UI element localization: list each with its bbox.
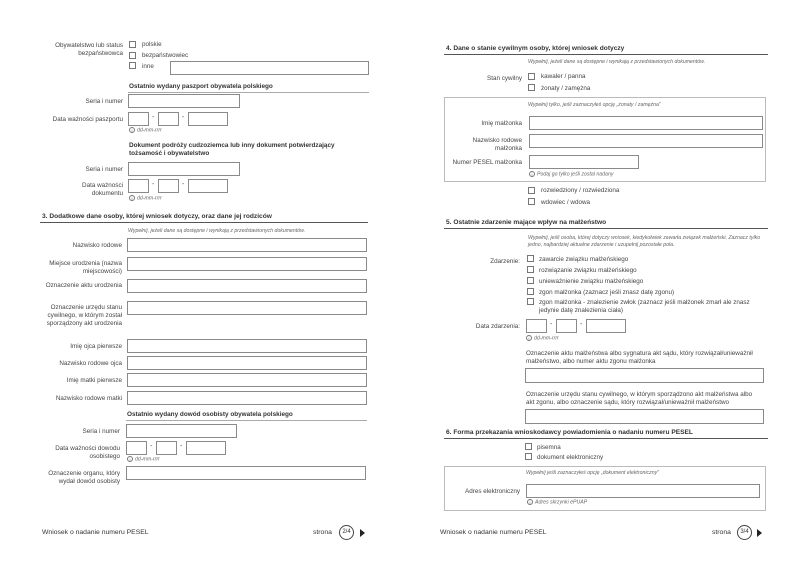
passport-month-input[interactable] bbox=[158, 112, 179, 126]
citizenship-polish-checkbox[interactable] bbox=[129, 41, 136, 48]
mother-name-input[interactable] bbox=[127, 373, 367, 387]
section5-title: 5. Ostatnie zdarzenie mające wpływ na małżeństwo bbox=[446, 219, 607, 226]
event-date-format-text: dd-mm-rrrr bbox=[534, 335, 559, 342]
info-icon: i bbox=[527, 499, 533, 505]
passport-series-label: Seria i numer bbox=[85, 98, 123, 105]
id-card-day-input[interactable] bbox=[126, 441, 147, 455]
spouse-pesel-input[interactable] bbox=[529, 155, 639, 169]
widowed-checkbox[interactable] bbox=[528, 198, 535, 205]
citizenship-stateless-checkbox[interactable] bbox=[129, 52, 136, 59]
travel-doc-date-format bbox=[129, 195, 162, 202]
citizenship-other-input[interactable] bbox=[170, 61, 369, 75]
citizenship-other-checkbox[interactable] bbox=[129, 62, 136, 69]
date-separator: - bbox=[580, 321, 583, 328]
spouse-family-name-input[interactable] bbox=[529, 134, 763, 148]
id-card-validity-label: Data ważności dowodu osobistego bbox=[55, 445, 120, 460]
registry-court-label: Oznaczenie urzędu stanu cywilnego, w którym sporządzono akt małżeństwa albo akt zgonu, albo oznaczenie sądu, który rozwiązał/unieważnił małżeństwo bbox=[526, 391, 753, 406]
id-card-year-input[interactable] bbox=[186, 441, 226, 455]
registry-office-label: Oznaczenie urzędu stanu cywilnego, w którym został sporządzony akt urodzenia bbox=[46, 304, 122, 327]
birthplace-label: Miejsce urodzenia (nazwa miejscowości) bbox=[49, 260, 122, 275]
passport-divider bbox=[128, 92, 369, 93]
event-annulment-checkbox[interactable] bbox=[527, 277, 534, 284]
mother-name-label: Imię matki pierwsze bbox=[66, 377, 122, 384]
section3-title: 3. Dodatkowe dane osoby, której wniosek dotyczy, oraz dane jej rodziców bbox=[42, 213, 272, 220]
mother-family-name-label: Nazwisko rodowe matki bbox=[55, 395, 122, 402]
next-page-arrow-icon[interactable] bbox=[360, 529, 365, 537]
date-separator: - bbox=[182, 114, 185, 121]
notify-paper-label: pisemna bbox=[537, 444, 561, 451]
notify-electronic-label: dokument elektroniczny bbox=[537, 454, 604, 461]
notify-electronic-checkbox[interactable] bbox=[525, 453, 532, 460]
notify-paper-checkbox[interactable] bbox=[525, 443, 532, 450]
travel-doc-series-input[interactable] bbox=[128, 162, 240, 176]
passport-title: Ostatnio wydany paszport obywatela polskiego bbox=[129, 83, 273, 90]
father-family-name-label: Nazwisko rodowe ojca bbox=[59, 360, 122, 367]
spouse-pesel-hint-text: Podaj go tylko jeśli zostal nadany bbox=[537, 171, 614, 178]
right-footer-page-label: strona bbox=[712, 529, 731, 536]
birthplace-input[interactable] bbox=[127, 257, 367, 271]
info-icon: i bbox=[529, 171, 535, 177]
passport-series-input[interactable] bbox=[128, 94, 240, 108]
father-family-name-input[interactable] bbox=[127, 356, 367, 370]
father-name-label: Imię ojca pierwsze bbox=[70, 343, 122, 350]
spouse-pesel-label: Numer PESEL małżonka bbox=[452, 159, 522, 166]
event-body-found-checkbox[interactable] bbox=[527, 298, 534, 305]
event-year-input[interactable] bbox=[586, 319, 626, 333]
id-card-series-label: Seria i numer bbox=[82, 428, 120, 435]
info-icon: i bbox=[526, 335, 532, 341]
next-page-arrow-icon[interactable] bbox=[757, 529, 762, 537]
married-label: żonaty / zamężna bbox=[541, 85, 591, 92]
citizenship-stateless-label: bezpaństwowiec bbox=[142, 52, 189, 59]
right-footer-title: Wniosek o nadanie numeru PESEL bbox=[440, 529, 547, 536]
mother-family-name-input[interactable] bbox=[127, 391, 367, 405]
id-card-date-format bbox=[127, 456, 160, 463]
e-address-hint-text: Adres skrzynki ePUAP bbox=[535, 499, 588, 506]
id-card-date-format-text: dd-mm-rrrr bbox=[135, 456, 160, 463]
family-name-input[interactable] bbox=[127, 238, 367, 252]
right-page-number: 3/4 bbox=[737, 525, 752, 540]
section5-divider bbox=[444, 228, 768, 229]
date-separator: - bbox=[150, 443, 153, 450]
divorced-label: rozwiedziony / rozwiedziona bbox=[541, 187, 620, 194]
left-footer-title: Wniosek o nadanie numeru PESEL bbox=[42, 529, 149, 536]
married-checkbox[interactable] bbox=[528, 84, 535, 91]
left-footer-page-label: strona bbox=[313, 529, 332, 536]
spouse-pesel-hint bbox=[529, 171, 613, 178]
passport-date-format bbox=[129, 127, 162, 134]
travel-doc-month-input[interactable] bbox=[158, 179, 179, 193]
id-card-title: Ostatnio wydany dowód osobisty obywatela polskiego bbox=[127, 411, 293, 418]
event-date-label: Data zdarzenia: bbox=[475, 323, 520, 330]
id-card-authority-input[interactable] bbox=[126, 466, 366, 480]
section6-title: 6. Forma przekazania wnioskodawcy powiadomienia o nadaniu numeru PESEL bbox=[446, 429, 693, 436]
citizenship-polish-label: polskie bbox=[142, 41, 162, 48]
e-address-hint bbox=[527, 499, 587, 506]
id-card-divider bbox=[126, 420, 367, 421]
date-separator: - bbox=[550, 321, 553, 328]
marital-status-label: Stan cywilny bbox=[487, 75, 522, 82]
event-marriage-checkbox[interactable] bbox=[527, 255, 534, 262]
event-body-found-label: zgon małżonka - znalezienie zwłok (zaznacz jeśli małżonek zmarł ale znasz jedynie datę znalezienia ciała) bbox=[539, 299, 750, 314]
event-date-format bbox=[526, 335, 559, 342]
registry-court-input[interactable] bbox=[525, 409, 764, 424]
spouse-family-name-label: Nazwisko rodowe małżonka bbox=[472, 137, 522, 152]
marriage-act-label: Oznaczenie aktu małżeństwa albo sygnatura akt sądu, który rozwiązał/unieważnił małżeństwo, albo numer aktu zgonu małżonka bbox=[526, 350, 753, 365]
birth-act-input[interactable] bbox=[127, 279, 367, 293]
family-name-label: Nazwisko rodowe bbox=[72, 242, 122, 249]
travel-doc-date-format-text: dd-mm-rrrr bbox=[137, 195, 162, 202]
event-label: Zdarzenie: bbox=[490, 258, 520, 265]
info-icon: i bbox=[129, 195, 135, 201]
section4-title: 4. Dane o stanie cywilnym osoby, której wniosek dotyczy bbox=[446, 45, 625, 52]
single-checkbox[interactable] bbox=[528, 73, 535, 80]
spouse-panel-hint: Wypełnij tylko, jeśli zaznaczyłeś opcję „żonaty / zamężna" bbox=[528, 102, 661, 108]
event-annulment-label: unieważnienie związku małżeńskiego bbox=[539, 278, 644, 285]
event-spouse-death-checkbox[interactable] bbox=[527, 288, 534, 295]
section3-hint: Wypełnij, jeżeli dane są dostępne i wynikają z przedstawionych dokumentów. bbox=[128, 228, 306, 234]
travel-doc-day-input[interactable] bbox=[128, 179, 149, 193]
citizenship-other-label: inne bbox=[142, 63, 154, 70]
event-day-input[interactable] bbox=[526, 319, 547, 333]
event-dissolution-label: rozwiązanie związku małżeńskiego bbox=[539, 267, 637, 274]
passport-validity-label: Data ważności paszportu bbox=[52, 116, 123, 123]
date-separator: - bbox=[180, 443, 183, 450]
event-month-input[interactable] bbox=[556, 319, 577, 333]
birth-act-label: Oznaczenie aktu urodzenia bbox=[45, 282, 122, 289]
e-address-input[interactable] bbox=[526, 484, 760, 498]
date-separator: - bbox=[152, 114, 155, 121]
info-icon: i bbox=[129, 127, 135, 133]
date-separator: - bbox=[152, 181, 155, 188]
date-separator: - bbox=[182, 181, 185, 188]
section4-hint: Wypełnij, jeżeli dane są dostępne i wynikają z przedstawionych dokumentów. bbox=[528, 59, 706, 65]
divorced-checkbox[interactable] bbox=[528, 187, 535, 194]
section6-divider bbox=[444, 438, 768, 439]
spouse-name-label: Imię małżonka bbox=[481, 120, 522, 127]
e-address-label: Adres elektroniczny bbox=[465, 488, 520, 495]
id-card-series-input[interactable] bbox=[126, 424, 237, 438]
section3-divider bbox=[40, 222, 368, 223]
marriage-act-input[interactable] bbox=[525, 368, 764, 383]
event-marriage-label: zawarcie związku małżeńskiego bbox=[539, 256, 629, 263]
widowed-label: wdowiec / wdowa bbox=[541, 199, 590, 206]
travel-doc-year-input[interactable] bbox=[188, 179, 228, 193]
passport-year-input[interactable] bbox=[188, 112, 228, 126]
spouse-name-input[interactable] bbox=[529, 116, 763, 130]
event-dissolution-checkbox[interactable] bbox=[527, 266, 534, 273]
event-spouse-death-label: zgon małżonka (zaznacz jeśli znasz datę zgonu) bbox=[539, 289, 675, 296]
left-page-number: 2/4 bbox=[339, 525, 354, 540]
info-icon: i bbox=[127, 456, 133, 462]
passport-date-format-text: dd-mm-rrrr bbox=[137, 127, 162, 134]
electronic-panel-hint: Wypełnij jeśli zaznaczyłeś opcję „dokument elektroniczny" bbox=[526, 470, 660, 476]
father-name-input[interactable] bbox=[127, 339, 367, 353]
travel-doc-validity-label: Data ważności dokumentu bbox=[82, 182, 123, 197]
travel-doc-title: Dokument podróży cudzoziemca lub inny dokument potwierdzający tożsamość i obywatelstwo bbox=[129, 142, 335, 157]
registry-office-input[interactable] bbox=[127, 301, 367, 315]
passport-day-input[interactable] bbox=[128, 112, 149, 126]
id-card-month-input[interactable] bbox=[156, 441, 177, 455]
section4-divider bbox=[444, 54, 768, 55]
citizenship-label: Obywatelstwo lub status bezpaństwowca bbox=[55, 42, 123, 57]
single-label: kawaler / panna bbox=[541, 73, 586, 80]
travel-doc-series-label: Seria i numer bbox=[85, 166, 123, 173]
section5-hint: Wypełnij, jeśli osoba, której dotyczy wniosek, kiedykolwiek zawarła związek małżeński. Zaznacz tylko jedno, najbardziej aktualne zdarzenie i uzupełnij pozostałe pola. bbox=[528, 235, 761, 248]
id-card-authority-label: Oznaczenie organu, który wydał dowód osobisty bbox=[48, 470, 120, 485]
